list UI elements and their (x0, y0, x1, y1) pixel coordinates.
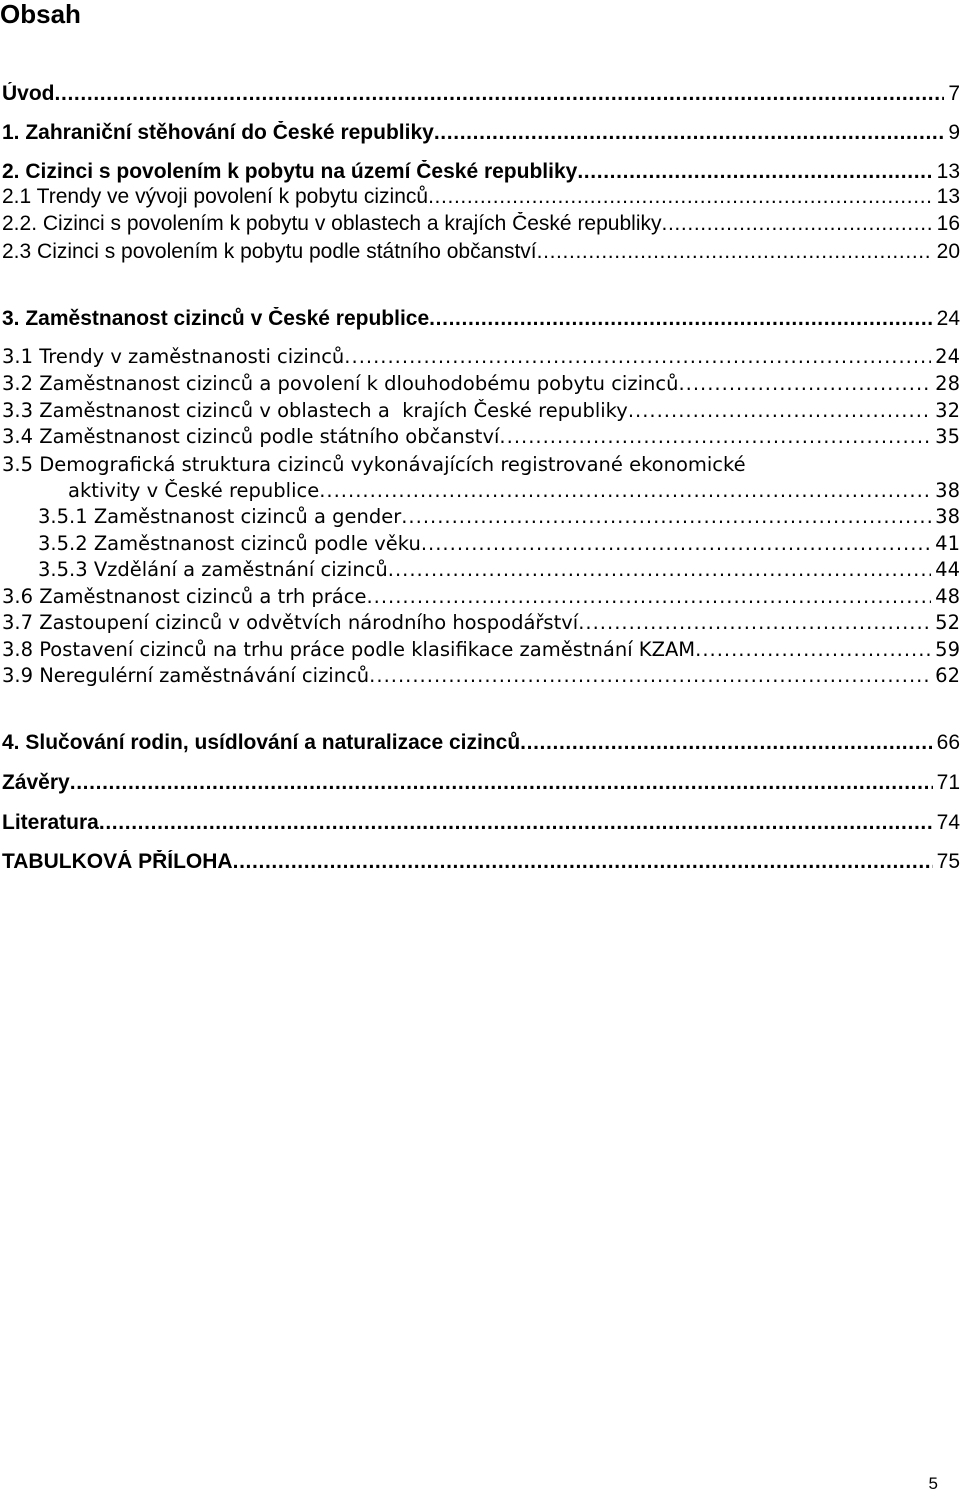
toc-leader-dots (366, 585, 931, 608)
toc-leader-dots (695, 638, 931, 661)
toc-leader-dots (577, 160, 932, 184)
toc-leader-dots (233, 850, 933, 874)
toc-leader-dots (344, 345, 931, 368)
toc-entry-3-7[interactable] (2, 611, 960, 634)
toc-leader-dots (429, 307, 932, 331)
toc-leader-dots (369, 664, 931, 687)
toc-entry-label: 3.5.3 Vzdělání a zaměstnání cizinců (38, 558, 388, 581)
toc-entry-uvod[interactable] (2, 82, 960, 106)
toc-entry-page: 7 (948, 82, 960, 105)
toc-entry-3-4[interactable] (2, 425, 960, 448)
toc-entry-3-5-3[interactable] (38, 558, 960, 581)
toc-entry-page: 24 (935, 345, 960, 368)
toc-entry-label: Závěry (2, 771, 70, 794)
toc-entry-label: Úvod (2, 82, 55, 105)
toc-entry-page: 52 (935, 611, 960, 634)
toc-entry-label: 3.3 Zaměstnanost cizinců v oblastech a krajích České republiky (2, 399, 628, 422)
toc-entry-3-5-1[interactable] (38, 505, 960, 528)
toc-entry-page: 9 (948, 121, 960, 144)
page-title: Obsah (0, 0, 81, 29)
toc-entry-zavery[interactable] (2, 771, 960, 795)
toc-entry-label: 3.4 Zaměstnanost cizinců podle státního občanství (2, 425, 500, 448)
toc-entry-page: 13 (936, 160, 960, 183)
toc-entry-label: 2.2. Cizinci s povolením k pobytu v oblastech a krajích České republiky (2, 212, 662, 235)
toc-entry-3-1[interactable] (2, 345, 960, 368)
toc-entry-page: 16 (936, 212, 960, 235)
page-number: 5 (928, 1474, 938, 1493)
toc-entry-page: 13 (936, 185, 960, 208)
toc-entry-chapter-2[interactable] (2, 160, 960, 184)
toc-leader-dots (537, 240, 933, 264)
toc-entry-3-2[interactable] (2, 372, 960, 395)
toc-entry-3-9[interactable] (2, 664, 960, 687)
toc-entry-label: 3.6 Zaměstnanost cizinců a trh práce (2, 585, 367, 608)
toc-entry-label: 3.9 Neregulérní zaměstnávání cizinců (2, 664, 370, 687)
toc-entry-label: 4. Slučování rodin, usídlování a naturalizace cizinců (2, 731, 521, 754)
toc-entry-3-6[interactable] (2, 585, 960, 608)
toc-leader-dots (421, 532, 931, 555)
toc-entry-page: 48 (935, 585, 960, 608)
toc-leader-dots (319, 479, 931, 502)
toc-entry-3-5[interactable] (68, 479, 960, 502)
toc-entry-literatura[interactable] (2, 811, 960, 835)
toc-leader-dots (434, 121, 945, 145)
toc-entry-page: 44 (935, 558, 960, 581)
toc-entry-label: 3.1 Trendy v zaměstnanosti cizinců (2, 345, 345, 368)
toc-entry-label: 3.5.1 Zaměstnanost cizinců a gender (38, 505, 402, 528)
toc-leader-dots (578, 611, 931, 634)
toc-entry-label: 2. Cizinci s povolením k pobytu na území České republiky (2, 160, 578, 183)
toc-leader-dots (678, 372, 931, 395)
toc-entry-label: 3.8 Postavení cizinců na trhu práce podle klasifikace zaměstnání KZAM (2, 638, 696, 661)
toc-entry-chapter-4[interactable] (2, 731, 960, 755)
toc-leader-dots (401, 505, 931, 528)
toc-leader-dots (628, 399, 931, 422)
toc-leader-dots (520, 731, 933, 755)
toc-entry-label: 2.1 Trendy ve vývoji povolení k pobytu cizinců (2, 185, 429, 208)
toc-entry-chapter-3[interactable] (2, 307, 960, 331)
toc-entry-page: 74 (936, 811, 960, 834)
toc-entry-3-5-line1[interactable]: 3.5 Demografická struktura cizinců vykonávajících registrované ekonomické (2, 453, 746, 476)
toc-entry-page: 62 (935, 664, 960, 687)
toc-entry-page: 24 (936, 307, 960, 330)
toc-entry-chapter-1[interactable] (2, 121, 960, 145)
toc-entry-2-3[interactable] (2, 240, 960, 264)
toc-entry-page: 38 (935, 505, 960, 528)
toc-entry-label: 3.7 Zastoupení cizinců v odvětvích národního hospodářství (2, 611, 579, 634)
toc-entry-page: 41 (935, 532, 960, 555)
toc-entry-page: 66 (936, 731, 960, 754)
toc-entry-label: Literatura (2, 811, 99, 834)
toc-entry-page: 20 (936, 240, 960, 263)
toc-entry-page: 32 (935, 399, 960, 422)
toc-entry-label: 1. Zahraniční stěhování do České republiky (2, 121, 434, 144)
toc-entry-tabulkova-priloha[interactable] (2, 850, 960, 874)
toc-entry-3-8[interactable] (2, 638, 960, 661)
toc-leader-dots (499, 425, 931, 448)
toc-entry-page: 59 (935, 638, 960, 661)
toc-entry-label: aktivity v České republice (68, 479, 320, 502)
toc-leader-dots (428, 185, 933, 209)
toc-entry-label: TABULKOVÁ PŘÍLOHA (2, 850, 233, 873)
toc-entry-2-2[interactable] (2, 212, 960, 236)
toc-entry-3-3[interactable] (2, 399, 960, 422)
toc-entry-label: 3.2 Zaměstnanost cizinců a povolení k dlouhodobému pobytu cizinců (2, 372, 679, 395)
toc-leader-dots (661, 212, 932, 236)
toc-entry-label: 2.3 Cizinci s povolením k pobytu podle státního občanství (2, 240, 537, 263)
toc-entry-page: 28 (935, 372, 960, 395)
toc-entry-page: 75 (936, 850, 960, 873)
toc-leader-dots (388, 558, 931, 581)
toc-entry-2-1[interactable] (2, 185, 960, 209)
toc-entry-page: 38 (935, 479, 960, 502)
toc-entry-page: 71 (936, 771, 960, 794)
toc-entry-label: 3.5.2 Zaměstnanost cizinců podle věku (38, 532, 421, 555)
toc-entry-page: 35 (935, 425, 960, 448)
toc-entry-3-5-2[interactable] (38, 532, 960, 555)
toc-leader-dots (70, 771, 933, 795)
toc-leader-dots (55, 82, 945, 106)
toc-entry-label: 3. Zaměstnanost cizinců v České republice (2, 307, 430, 330)
toc-leader-dots (99, 811, 933, 835)
